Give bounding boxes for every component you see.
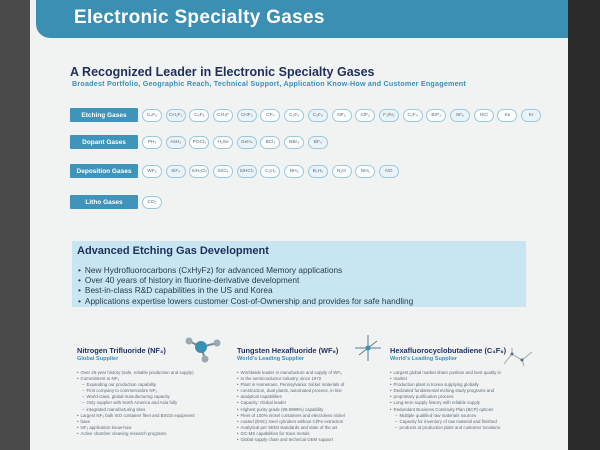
gas-chip: CH₃F [213, 109, 233, 122]
gas-chip: N₂O [332, 165, 352, 178]
product-bullet: • to the semiconductor industry, since 1972 [237, 376, 387, 382]
product-bullet: • Largest global market share position and best quality in [390, 370, 540, 376]
product-bullet: – Expanding our production capability [77, 382, 227, 388]
product-role: World's Leading Supplier [237, 356, 305, 362]
gas-category-label: Etching Gases [70, 108, 138, 122]
gas-chip: C₂F₆ [284, 109, 304, 122]
product-bullets [77, 370, 227, 437]
gas-chip: NO [379, 165, 399, 178]
product-name: Nitrogen Trifluoride (NF₃) [77, 346, 166, 355]
gas-row [70, 135, 332, 149]
gas-category-label: Dopant Gases [70, 135, 138, 149]
gas-chip: PH₃ [142, 136, 162, 149]
gas-chip: SiCl₄ [213, 165, 233, 178]
photo-left-edge [0, 0, 30, 450]
gas-row [70, 108, 545, 122]
gas-chip: SiH₂Cl₂ [189, 165, 209, 178]
gas-chip: AsH₃ [166, 136, 186, 149]
gas-chip: H₂Se [213, 136, 233, 149]
gas-chip: CF₄ [260, 109, 280, 122]
gas-chip: HCl [474, 109, 494, 122]
product-bullet: – World-class, global manufacturing capacity [77, 394, 227, 400]
product-bullet: – Only supplier with North America and Asia fully [77, 400, 227, 406]
gas-chip: GeH₄ [237, 136, 257, 149]
product-role: World's Leading Supplier [390, 356, 458, 362]
intro-subheadline: Broadest Portfolio, Geographic Reach, Technical Support, Application Know-How and Customer Engagement [72, 79, 466, 88]
product-bullet: – products at production plant and customer locations [390, 425, 540, 431]
gas-chip: C₂F₄ [403, 109, 423, 122]
product-bullet: • Largest NF₃ bulk ISO container fleet and BSGS equipment [77, 413, 227, 419]
gas-chip: NH₃ [355, 165, 375, 178]
product-bullet: • market [390, 376, 540, 382]
product-role: Global Supplier [77, 356, 119, 362]
product-bullet: – Capacity for inventory of raw material and finished [390, 419, 540, 425]
product-bullet: • Capacity: Global leader [237, 400, 387, 406]
gas-chip: CHF₃ [237, 109, 257, 122]
product-nf3 [77, 346, 227, 437]
etching-bullet: • Over 40 years of history in fluorine-derivative development [78, 275, 413, 285]
etching-bullet: • Applications expertise lowers customer Cost-of-Ownership and provides for safe handling [78, 296, 413, 306]
product-bullet: – integrated manufacturing sites [77, 407, 227, 413]
gas-chip: SiF₄ [166, 165, 186, 178]
gas-chip: NH₃ [284, 165, 304, 178]
product-bullet: • Commitment to NF₃ [77, 376, 227, 382]
gas-row [70, 195, 166, 209]
gas-row [70, 164, 403, 178]
etching-bullet: • New Hydrofluorocarbons (CxHyFz) for advanced Memory applications [78, 265, 413, 275]
gas-chip: POCl₃ [189, 136, 209, 149]
gas-chip: Xe [497, 109, 517, 122]
product-bullet: • analytical capabilities [237, 394, 387, 400]
product-bullet: • Fleet of 100% nickel containers and electroless nickel [237, 413, 387, 419]
gas-chip: BrF₃ [426, 109, 446, 122]
gas-chip: CO₂ [142, 196, 162, 209]
product-bullet: • proprietary purification process [390, 394, 540, 400]
photo-right-edge [568, 0, 600, 450]
gas-chip: BBr₃ [284, 136, 304, 149]
product-bullet: • Global supply chain and technical OEM support [237, 437, 387, 443]
gas-chip: SiHCl₃ [237, 165, 257, 178]
product-bullet: • coated (ENC) steel cylinders without Cl/Fe extraction [237, 419, 387, 425]
gas-chip: ClF₃ [355, 109, 375, 122]
product-bullet: • Redundant Business Continuity Plan (BCP) options [390, 407, 540, 413]
product-bullet: • Analytical per SEMI standards and state of the art [237, 425, 387, 431]
gas-chip: C₄F₆ [142, 109, 162, 122]
product-bullet: – Multiple qualified raw materials sources [390, 413, 540, 419]
gas-chip: C₄F₈ [189, 109, 209, 122]
product-name: Tungsten Hexafluoride (WF₆) [237, 346, 339, 355]
gas-chip: CH₂F₂ [166, 109, 186, 122]
product-bullet: • base [77, 419, 227, 425]
title-banner [36, 0, 568, 38]
product-wf6 [237, 346, 387, 443]
gas-chip: C₂H₂ [260, 165, 280, 178]
gas-chip: B₂H₆ [308, 165, 328, 178]
etching-development-panel [72, 241, 526, 307]
gas-chip: NF₃ [332, 109, 352, 122]
gas-chip: F₂/N₂ [379, 109, 399, 122]
gas-chip: WF₆ [142, 165, 162, 178]
intro-headline: A Recognized Leader in Electronic Specialty Gases [70, 65, 375, 79]
product-bullet: • Long-term supply history with reliable supply [390, 400, 540, 406]
page-title: Electronic Specialty Gases [74, 7, 325, 28]
product-bullet: • GC-MS capabilities for trace metals [237, 431, 387, 437]
product-bullets [237, 370, 387, 443]
gas-chip: BF₃ [308, 136, 328, 149]
gas-chip: C₅F₈ [308, 109, 328, 122]
product-bullet: • NF₃ application know-how [77, 425, 227, 431]
gas-chip: BCl₃ [260, 136, 280, 149]
product-bullet: • Highest purity grade (99.9999%) capability [237, 407, 387, 413]
gas-category-label: Litho Gases [70, 195, 138, 209]
etching-title: Advanced Etching Gas Development [77, 245, 269, 257]
product-bullet: • Over 25-year history (safe, reliable production and supply) [77, 370, 227, 376]
product-bullet: • Production plant in Korea supplying globally [390, 382, 540, 388]
product-bullet: • Active chamber cleaning research programs [77, 431, 227, 437]
etching-bullet: • Best-in-class R&D capabilities in the US and Korea [78, 285, 413, 295]
product-bullet: • Dedicated fundamental etching study programs and [390, 388, 540, 394]
product-bullet: • Worldwide leader in manufacture and supply of WF₆ [237, 370, 387, 376]
product-name: Hexafluorocyclobutadiene (C₄F₆) [390, 346, 507, 355]
product-bullet: • Plant in Hometown, Pennsylvania: Nickel materials of [237, 382, 387, 388]
gas-chip: Kr [521, 109, 541, 122]
gas-category-label: Deposition Gases [70, 164, 138, 178]
product-bullets [390, 370, 540, 431]
product-bullet: – First company to commercialize NF₃ [77, 388, 227, 394]
product-c4f6 [390, 346, 540, 431]
product-bullet: • construction, dual plants, automated process, in-line [237, 388, 387, 394]
etching-bullets [78, 265, 413, 306]
gas-chip: SF₆ [450, 109, 470, 122]
